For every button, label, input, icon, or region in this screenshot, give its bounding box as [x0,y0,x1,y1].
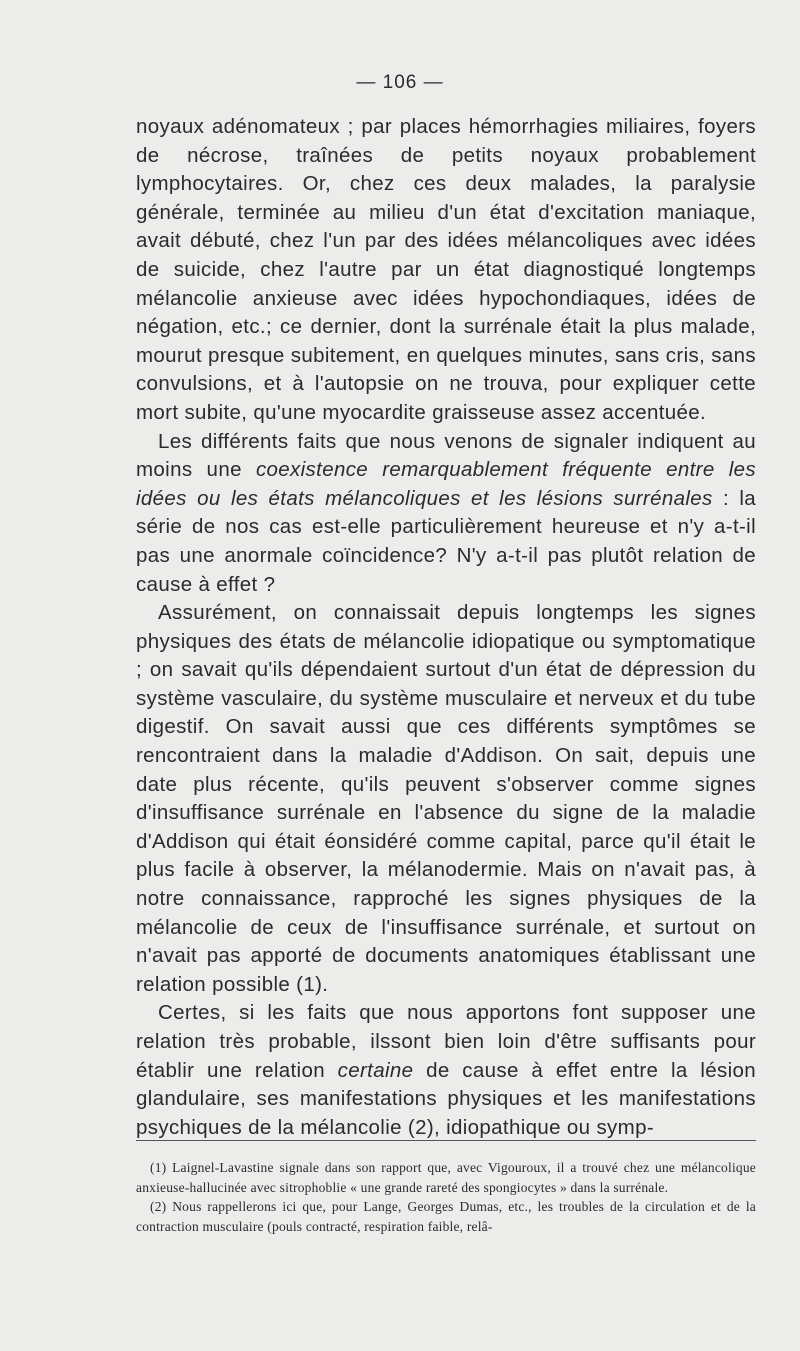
paragraph-4 [136,999,756,1142]
paragraph-4-text-start: Certes, si les faits que nous apportons font supposer une relation très probable, ilssont bien loin d'être suffisants pour établir une relation [136,1001,756,1082]
page-number: — 106 — [356,72,444,93]
paragraph-4-text-end: de cause à effet entre la lésion glandulaire, ses manifestations physiques et les manifestations psychiques de la mélancolie (2), idiopathique ou symp- [136,1058,756,1139]
paragraph-2-text-start: Les différents faits que nous venons de signaler indiquent au moins une [136,429,756,482]
paragraph-2-text-end: : la série de nos cas est-elle particulièrement heureuse et n'y a-t-il pas une anormale coïncidence? N'y a-t-il pas plutôt relation de cause à effet ? [136,486,757,596]
paragraph-4-emphasis: certaine [337,1058,414,1082]
paragraph-2-emphasis: coexistence remarquablement fréquente entre les idées ou les états mélancoliques et les lésions surrénales [136,458,756,510]
paragraph-1: noyaux adénomateux ; par places hémorrhagies miliaires, foyers de nécrose, traînées de petits noyaux probablement lymphocytaires. Or, chez ces deux malades, la paralysie générale, terminée au milieu d'un état d'excitation maniaque, avait débuté, chez l'un par des idées mélancoliques avec idées de suicide, chez l'autre par un état diagnostiqué longtemps mélancolie anxieuse avec idées hypochondiaques, idées de négation, etc.; ce dernier, dont la surrénale était la plus malade, mourut presque subitement, en quelques minutes, sans cris, sans convulsions, et à l'autopsie on ne trouva, pour expliquer cette mort subite, qu'une myocardite graisseuse assez accentuée. [136,115,756,424]
paragraph-2 [136,428,756,600]
body-text [136,113,756,1142]
footnote-1: (1) Laignel-Lavastine signale dans son rapport que, avec Vigouroux, il a trouvé chez une mélancolique anxieuse-hallucinée avec sitrophoblie « une grande rareté des spongiocytes » dans la surrénale. [136,1160,756,1195]
paragraph-3: Assurément, on connaissait depuis longtemps les signes physiques des états de mélancolie idiopatique ou symptomatique ; on savait qu'ils dépendaient surtout d'un état de dépression du système vasculaire, du système musculaire et nerveux et du tube digestif. On savait aussi que ces différents symptômes se rencontraient dans la maladie d'Addison. On sait, depuis une date plus récente, qu'ils peuvent s'observer comme signes d'insuffisance surrénale en l'absence du signe de la maladie d'Addison qui était éonsidéré comme capital, parce qu'il était le plus facile à observer, la mélanodermie. Mais on n'avait pas, à notre connaissance, rapproché les signes physiques de la mélancolie de ceux de l'insuffisance surrénale, et surtout on n'avait pas apporté de documents anatomiques établissant une relation possible (1). [136,601,756,996]
footnote-divider [136,1140,756,1141]
footnote-2: (2) Nous rappellerons ici que, pour Lange, Georges Dumas, etc., les troubles de la circulation et de la contraction musculaire (pouls contracté, respiration faible, relâ- [136,1199,756,1234]
footnotes [136,1158,756,1236]
